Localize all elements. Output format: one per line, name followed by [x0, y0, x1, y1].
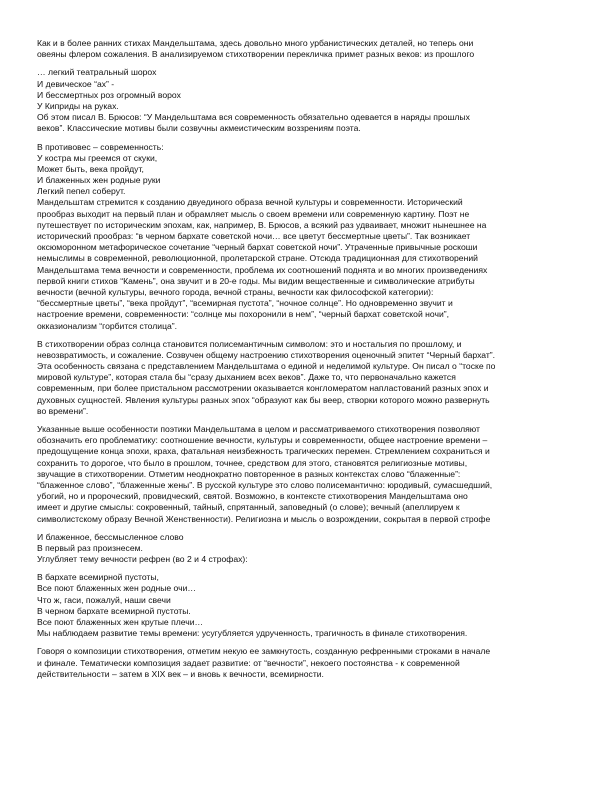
text-line: вечности (вечной культуры, вечного города, вечной страны, вечности как философской категории):: [37, 286, 434, 297]
verse-block-3: [37, 532, 583, 566]
verse-line: Все поют блаженных жен крутые плечи…: [37, 617, 204, 627]
text-line: Мандельштама тема вечности и современности, проблема их соотношений поднята и во многих произведениях: [37, 264, 488, 275]
verse-line: В бархате всемирной пустоты,: [37, 572, 159, 583]
paragraph-gap: [37, 332, 583, 339]
paragraph-gap: [37, 639, 583, 646]
text-line: духовных сущностей. Явления культуры разных эпох “образуют как бы веер, створки которого можно развернуть: [37, 394, 490, 405]
verse-block-2: [37, 142, 583, 332]
paragraph-gap: [37, 60, 583, 67]
paragraph-gap: [37, 565, 583, 572]
text-line: Углубляет тему вечности рефрен (во 2 и 4 строфах):: [37, 554, 248, 565]
text-line: звучащие в стихотворении. Отметим неоднократно повторенное в разных контекстах слово “блаженные”:: [37, 468, 461, 479]
paragraph-gap: [37, 525, 583, 532]
verse-block-4: [37, 572, 583, 639]
verse-line: У костра мы греемся от скуки,: [37, 152, 158, 163]
text-line: оксюморонном метафорическое сочетание “черный бархат советской ночи”. Утраченные привычные роскоши: [37, 242, 478, 253]
text-line: действительности – затем в XIX век – и вновь к вечности, всемирности.: [37, 668, 324, 679]
text-line: мировой культуре”, которая стала бы “сразу дыханием всех веков”. Даже то, что первоначально кажется: [37, 372, 456, 383]
text-line: Как и в более ранних стихах Мандельштама, здесь довольно много урбанистических деталей, но теперь они: [37, 38, 474, 48]
text-line: путешествует по историческим эпохам, как, например, В. Брюсов, а всякий раз удваивает, множит нынешнее на: [37, 219, 487, 230]
verse-line: Все поют блаженных жен родные очи…: [37, 583, 197, 594]
verse-line: И бессмертных роз огромный ворох: [37, 89, 181, 100]
paragraph-gap: [37, 417, 583, 424]
text-line: Говоря о композиции стихотворения, отметим некую ее замкнутость, созданную рефренными строками в начале: [37, 646, 491, 657]
text-line: имеет и другие смыслы: сокровенный, тайный, спрятанный, заповедный (о слове); вечный (апеллируем к: [37, 502, 460, 513]
document-page: [37, 38, 583, 680]
text-line: Указанные выше особенности поэтики Мандельштама в целом и рассматриваемого стихотворения позволяют: [37, 424, 480, 434]
verse-line: Может быть, века пройдут,: [37, 163, 144, 174]
text-line: Эта особенность связана с представлением Мандельштама о единой и неделимой культуре. Он писал о “тоске по: [37, 361, 496, 372]
text-line: “бессмертные цветы”, “века пройдут”, “всемирная пустота”, “ночное солнце”. Но одновременно звучит и: [37, 298, 453, 309]
paragraph-3: [37, 424, 583, 525]
paragraph-gap: [37, 135, 583, 142]
text-line: “блаженное слово”, “блаженные жены”. В русской культуре это слово полисемантично: юродивый, сумасшедший,: [37, 479, 493, 490]
text-line: обозначить его проблематику: соотношение вечности, культуры и современности, общее настроение времени –: [37, 435, 488, 446]
verse-line: И девическое “ах” -: [37, 78, 115, 89]
text-line: и финале. Тематически композиция задает развитие: от “вечности”, некоего постоянства - к современной: [37, 657, 460, 668]
text-line: убогий, но и пророческий, провидческий, святой. Возможно, в контексте стихотворения Мандельштама оно: [37, 491, 468, 502]
text-line: во времени”.: [37, 405, 89, 416]
verse-line: И блаженное, бессмысленное слово: [37, 531, 184, 542]
paragraph-1: [37, 38, 583, 60]
paragraph-2: [37, 339, 583, 417]
text-line: предощущение конца эпохи, краха, фатальная неизбежность трагических перемен. Стремлением сохраниться и: [37, 446, 490, 457]
text-line: Об этом писал В. Брюсов: “У Мандельштама вся современность обязательно одевается в наряды прошлых: [37, 112, 470, 123]
text-line: невозвратимость, и сожаление. Созвучен общему настроению стихотворения оценочный эпитет “Черный бархат”.: [37, 349, 496, 360]
verse-line: В черном бархате всемирной пустоты.: [37, 605, 191, 616]
verse-line: Легкий пепел соберут.: [37, 186, 126, 197]
text-line: символистскому образу Вечной Женственности). Религиозна и мысль о возрождении, сокрытая в первой строфе: [37, 513, 491, 524]
paragraph-4: [37, 646, 583, 680]
verse-line: … легкий театральный шорох: [37, 67, 157, 78]
verse-line: У Киприды на руках.: [37, 100, 119, 111]
verse-block-1: [37, 67, 583, 134]
text-line: Мандельштам стремится к созданию двуединого образа вечной культуры и современности. Исторический: [37, 197, 463, 208]
text-line: В стихотворении образ солнца становится полисемантичным символом: это и ностальгия по прошлому, и: [37, 338, 462, 349]
text-line: овеяны флером сожаления. В анализируемом стихотворении перекличка примет разных веков: из прошлого: [37, 49, 475, 60]
text-line: первой книги стихов “Камень”, она звучит и в 20-е годы. Мы видим вещественные и символические атрибуты: [37, 275, 475, 286]
text-line: сохранить то дорогое, что было в прошлом, точнее, средством для этого, становятся религиозные мотивы,: [37, 457, 468, 468]
verse-line: И блаженных жен родные руки: [37, 175, 161, 186]
verse-line: В первый раз произнесем.: [37, 542, 143, 553]
verse-line: В противовес – современность:: [37, 141, 164, 152]
text-line: Мы наблюдаем развитие темы времени: усугубляется удрученность, трагичность в финале стихотворения.: [37, 628, 468, 639]
verse-line: Что ж, гаси, пожалуй, наши свечи: [37, 594, 171, 605]
text-line: прообраз выходит на первый план и обрамляет мысль о своем времени или современную картину. Поэт не: [37, 208, 470, 219]
text-line: исторический прообраз: “в черном бархате советской ночи… все цветут бессмертные цветы”. Так возникает: [37, 231, 471, 241]
text-line: современным, при более пристальном рассмотрении оказывается конгломератом напластований разных эпох и: [37, 383, 489, 394]
text-line: окказионализм “горбится столица”.: [37, 320, 178, 331]
text-line: немыслимы в современной, революционной, пролетарской стране. Отсюда традиционная для стихотворений: [37, 253, 478, 264]
text-line: настроение времени, современности: “солнце мы похоронили в нем”, “черный бархат советской ночи”,: [37, 309, 449, 320]
text-line: веков”. Классические мотивы были созвучны акмеистическим воззрениям поэта.: [37, 123, 361, 134]
